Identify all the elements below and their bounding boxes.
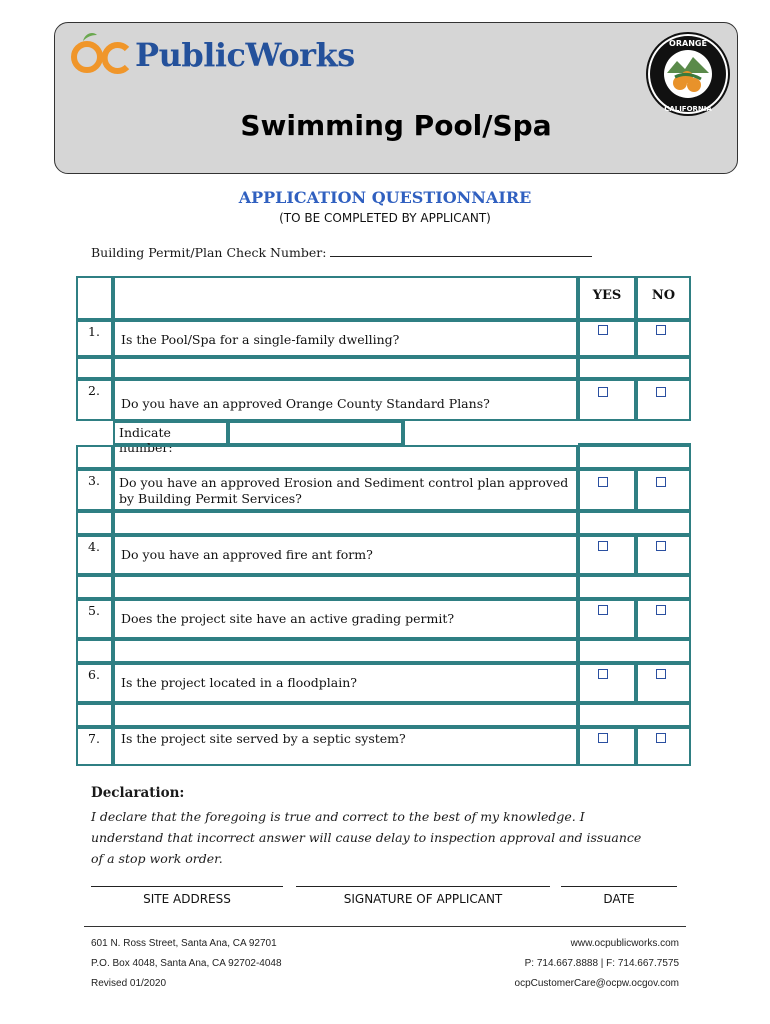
declaration-text: I declare that the foregoing is true and correct to the best of my knowledge. I understand that incorrect answer will cause delay to inspection approval and issuance of a stop work order. xyxy=(91,809,642,866)
site-address-line[interactable] xyxy=(91,886,283,887)
q4-yes-checkbox[interactable] xyxy=(598,541,608,551)
q6-no-checkbox[interactable] xyxy=(656,669,666,679)
spacer-cell xyxy=(113,445,578,469)
county-seal xyxy=(645,31,731,121)
q2-no-cell xyxy=(636,379,691,421)
spacer-cell xyxy=(578,575,691,599)
svg-text:ORANGE: ORANGE xyxy=(669,39,707,48)
q3-yes-cell xyxy=(578,469,636,511)
q4-text: Do you have an approved fire ant form? xyxy=(121,547,373,562)
footer-website[interactable]: www.ocpublicworks.com xyxy=(570,938,679,949)
q7-number: 7. xyxy=(76,727,113,766)
q3-no-checkbox[interactable] xyxy=(656,477,666,487)
q7-yes-checkbox[interactable] xyxy=(598,733,608,743)
q4-row xyxy=(113,535,578,575)
q1-yes-checkbox[interactable] xyxy=(598,325,608,335)
q2-no-checkbox[interactable] xyxy=(656,387,666,397)
q1-row xyxy=(113,320,578,357)
date-label: DATE xyxy=(603,892,635,906)
q7-yes-cell xyxy=(578,727,636,766)
q2-yes-checkbox[interactable] xyxy=(598,387,608,397)
q7-no-cell xyxy=(636,727,691,766)
q7-row xyxy=(113,727,578,766)
spacer-cell xyxy=(76,445,113,469)
indicate-number-field[interactable] xyxy=(228,421,403,445)
q1-no-cell xyxy=(636,320,691,357)
oc-logo-icon xyxy=(69,29,133,81)
header-banner xyxy=(54,22,738,174)
permit-number-row xyxy=(91,244,592,260)
q6-yes-checkbox[interactable] xyxy=(598,669,608,679)
indicate-number-label: Indicate number: xyxy=(113,421,228,445)
q3-number: 3. xyxy=(76,469,113,511)
date-line[interactable] xyxy=(561,886,677,887)
q4-number: 4. xyxy=(76,535,113,575)
signature-line[interactable] xyxy=(296,886,550,887)
q1-number: 1. xyxy=(76,320,113,357)
permit-number-label: Building Permit/Plan Check Number: xyxy=(91,245,327,260)
page-title: Swimming Pool/Spa xyxy=(240,109,552,142)
declaration-title: Declaration: xyxy=(91,785,185,801)
col-yes-header: YES xyxy=(578,276,636,320)
q1-no-checkbox[interactable] xyxy=(656,325,666,335)
q7-no-checkbox[interactable] xyxy=(656,733,666,743)
logo-text: PublicWorks xyxy=(135,36,355,74)
q6-number: 6. xyxy=(76,663,113,703)
q6-no-cell xyxy=(636,663,691,703)
footer-address-2: P.O. Box 4048, Santa Ana, CA 92702-4048 xyxy=(91,958,282,969)
q1-yes-cell xyxy=(578,320,636,357)
footer-divider xyxy=(84,926,686,927)
spacer-cell xyxy=(113,703,578,727)
q4-no-checkbox[interactable] xyxy=(656,541,666,551)
spacer-cell xyxy=(76,511,113,535)
svg-text:CALIFORNIA: CALIFORNIA xyxy=(664,105,712,113)
q7-text: Is the project site served by a septic system? xyxy=(121,731,406,746)
q6-yes-cell xyxy=(578,663,636,703)
col-no-header: NO xyxy=(636,276,691,320)
county-seal-icon xyxy=(645,31,731,117)
site-address-label: SITE ADDRESS xyxy=(143,892,231,906)
q5-text: Does the project site have an active grading permit? xyxy=(121,611,455,626)
spacer-cell xyxy=(76,639,113,663)
form-heading: APPLICATION QUESTIONNAIRE xyxy=(238,188,532,207)
q1-text: Is the Pool/Spa for a single-family dwelling? xyxy=(121,332,400,347)
q2-text: Do you have an approved Orange County Standard Plans? xyxy=(121,396,490,411)
q6-row xyxy=(113,663,578,703)
q5-number: 5. xyxy=(76,599,113,639)
spacer-cell xyxy=(578,639,691,663)
permit-number-field[interactable] xyxy=(330,244,592,257)
header-num-cell xyxy=(76,276,113,320)
spacer-cell xyxy=(76,703,113,727)
spacer-cell xyxy=(578,703,691,727)
spacer-cell xyxy=(76,357,113,379)
q6-text: Is the project located in a floodplain? xyxy=(121,675,357,690)
q4-no-cell xyxy=(636,535,691,575)
spacer-cell xyxy=(578,357,691,379)
spacer-cell xyxy=(578,511,691,535)
q5-no-cell xyxy=(636,599,691,639)
q4-yes-cell xyxy=(578,535,636,575)
q5-no-checkbox[interactable] xyxy=(656,605,666,615)
indicate-spacer xyxy=(403,421,578,445)
spacer-cell xyxy=(113,639,578,663)
footer-email[interactable]: ocpCustomerCare@ocpw.ocgov.com xyxy=(514,978,679,989)
q3-no-cell xyxy=(636,469,691,511)
q5-yes-checkbox[interactable] xyxy=(598,605,608,615)
spacer-cell xyxy=(113,357,578,379)
spacer-cell xyxy=(76,575,113,599)
q2-yes-cell xyxy=(578,379,636,421)
q2-row xyxy=(113,379,578,421)
q2-number: 2. xyxy=(76,379,113,421)
footer-address-1: 601 N. Ross Street, Santa Ana, CA 92701 xyxy=(91,938,277,949)
spacer-cell xyxy=(578,445,691,469)
signature-label: SIGNATURE OF APPLICANT xyxy=(343,892,503,906)
spacer-cell xyxy=(113,575,578,599)
footer-phone: P: 714.667.8888 | F: 714.667.7575 xyxy=(524,958,679,969)
indicate-spacer xyxy=(578,421,691,445)
spacer-cell xyxy=(113,511,578,535)
q5-yes-cell xyxy=(578,599,636,639)
form-subheading: (TO BE COMPLETED BY APPLICANT) xyxy=(279,211,491,225)
footer-revised: Revised 01/2020 xyxy=(91,978,167,989)
questionnaire-table xyxy=(76,276,691,766)
oc-public-works-logo xyxy=(69,29,355,81)
q3-text: Do you have an approved Erosion and Sediment control plan approved by Building Permit Services? xyxy=(113,469,578,511)
q5-row xyxy=(113,599,578,639)
header-question-cell xyxy=(113,276,578,320)
q3-yes-checkbox[interactable] xyxy=(598,477,608,487)
